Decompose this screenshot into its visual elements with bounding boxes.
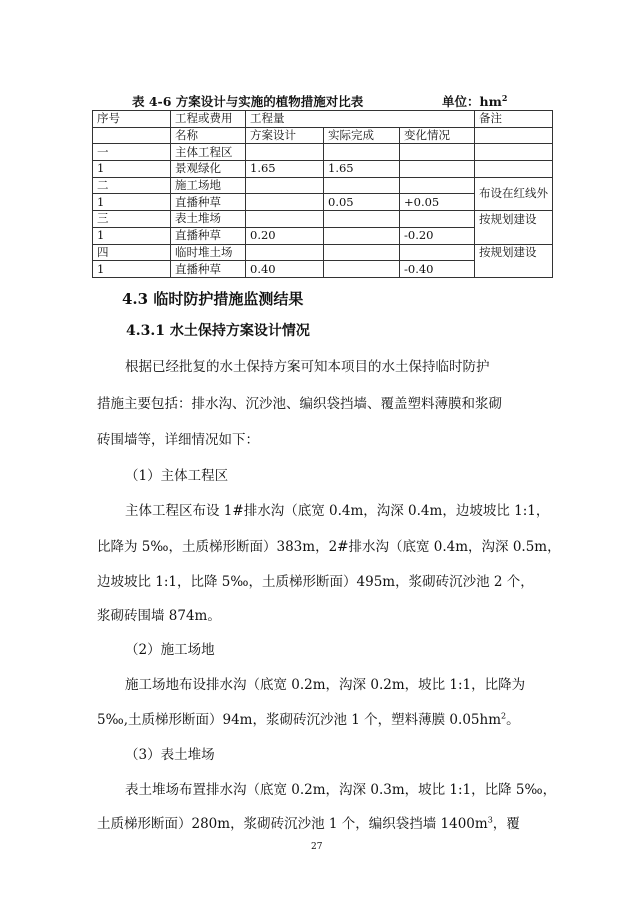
subheading-construction: （2）施工场地 [125, 642, 215, 658]
table-row: 1 直播种草 0.20 -0.20 [93, 227, 553, 244]
table-remarks-cell [475, 144, 553, 161]
table-row: 三 表土堆场 按规划建设 [93, 211, 553, 228]
header-design: 方案设计 [246, 127, 324, 144]
table-row: 1 景观绿化 1.65 1.65 [93, 161, 553, 178]
subheading-main-area: （1）主体工程区 [125, 468, 229, 484]
table-unit: 单位：$hm^2$ [442, 92, 508, 109]
remarks-construction: 布设在红线外 [475, 177, 553, 210]
table-title: 表 4-6 方案设计与实施的植物措施对比表 [132, 94, 364, 109]
header-actual: 实际完成 [324, 127, 400, 144]
paragraph-line: 浆砌砖围墙 874m。 [97, 608, 221, 624]
remarks-topsoil: 按规划建设 [475, 211, 553, 228]
table-row: 1 直播种草 0.05 +0.05 [93, 194, 553, 211]
table-remarks-cell [475, 161, 553, 178]
table-header-row [93, 111, 553, 128]
table-caption [92, 92, 552, 110]
paragraph-line: 根据已经批复的水土保持方案可知本项目的水土保持临时防护 [125, 359, 490, 375]
paragraph-line: 措施主要包括：排水沟、沉沙池、编织袋挡墙、覆盖塑料薄膜和浆砌 [97, 396, 502, 412]
header-name-cont: 名称 [171, 127, 246, 144]
paragraph-line: 比降为 5‰，土质梯形断面）383m，2#排水沟（底宽 0.4m，沟深 0.5m， [97, 539, 561, 555]
table-remarks-cell [475, 261, 553, 278]
paragraph-line: 砖围墙等，详细情况如下： [97, 432, 259, 448]
table-row: 1 直播种草 0.40 -0.40 [93, 261, 553, 278]
table-subheader-row [93, 127, 553, 144]
header-seq: 序号 [93, 111, 171, 128]
table-remarks-cell [475, 227, 553, 244]
subsection-title: 4.3.1 水土保持方案设计情况 [126, 323, 310, 339]
plant-measures-table [92, 110, 553, 278]
header-change: 变化情况 [400, 127, 475, 144]
header-seq-cont [93, 127, 171, 144]
table-row: 四 临时堆土场 按规划建设 [93, 244, 553, 261]
table-row: 一 主体工程区 [93, 144, 553, 161]
header-remarks-cont [475, 127, 553, 144]
header-quantity: 工程量 [246, 111, 475, 128]
remarks-temporary: 按规划建设 [475, 244, 553, 261]
header-name: 工程或费用 [171, 111, 246, 128]
paragraph-line: 施工场地布设排水沟（底宽 0.2m，沟深 0.2m，坡比 1:1，比降为 [125, 677, 526, 693]
page-number: 27 [311, 842, 323, 852]
subheading-topsoil: （3）表土堆场 [125, 747, 215, 763]
header-remarks: 备注 [475, 111, 553, 128]
paragraph-line: 主体工程区布设 1#排水沟（底宽 0.4m，沟深 0.4m，边坡坡比 1:1， [125, 503, 550, 519]
paragraph-line: 表土堆场布置排水沟（底宽 0.2m，沟深 0.3m，坡比 1:1，比降 5‰， [125, 782, 557, 798]
paragraph-line: 土质梯形断面）280m，浆砌砖沉沙池 1 个，编织袋挡墙 $1400m^3$，覆 [97, 815, 520, 832]
section-title: 4.3 临时防护措施监测结果 [122, 290, 304, 308]
table-row: 二 施工场地 布设在红线外 [93, 177, 553, 194]
paragraph-line: 边坡坡比 1:1，比降 5‰，土质梯形断面）495m，浆砌砖沉沙池 2 个， [97, 574, 534, 590]
paragraph-line: 5‰,土质梯形断面）94m，浆砌砖沉沙池 1 个，塑料薄膜 $0.05hm^2$。 [97, 711, 520, 728]
